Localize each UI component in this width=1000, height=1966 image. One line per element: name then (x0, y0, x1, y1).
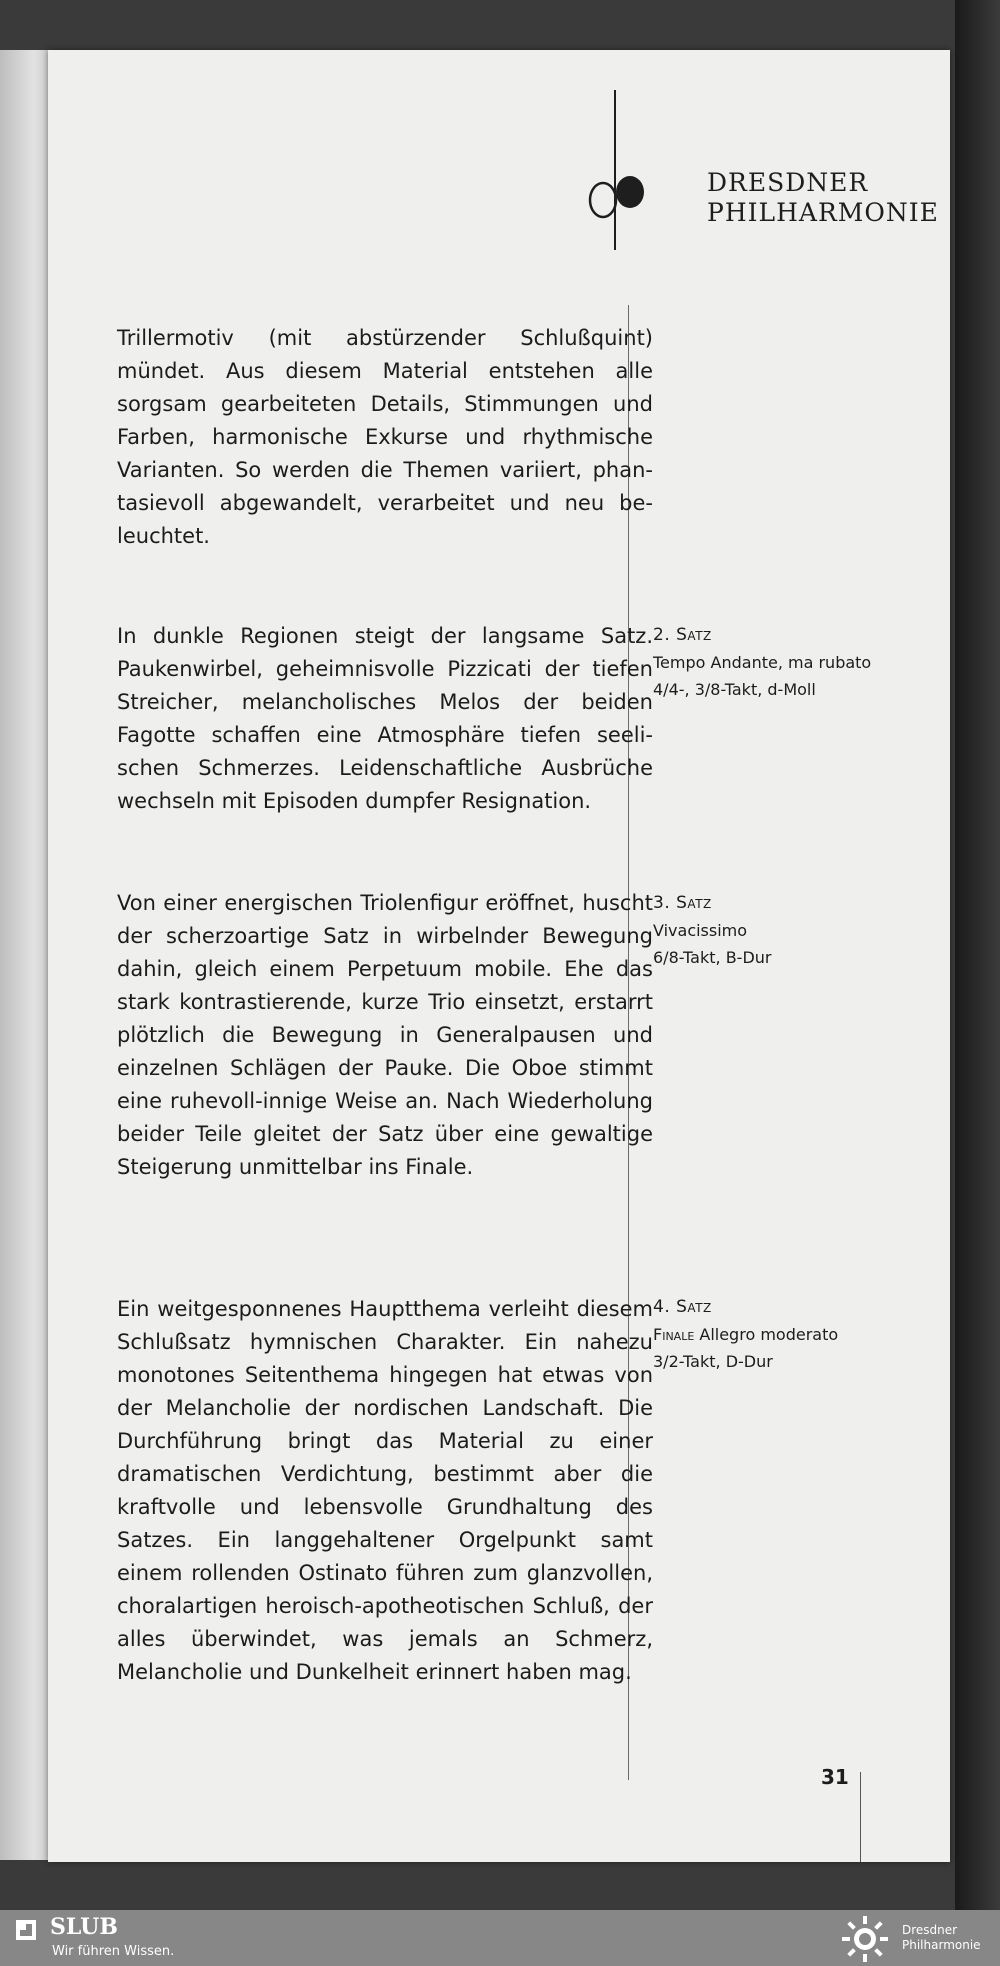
dresdner-philharmonie-logo (583, 90, 939, 250)
movement-title: 3. Satz (653, 893, 712, 913)
body-paragraph: In dunkle Regionen steigt der langsame Satz. Paukenwirbel, geheimnisvolle Pizzicati der tiefen Streicher, melancholisches Melos der beiden Fagotte schaffen eine Atmosphäre tiefen seelischen Schmerzes. Leidenschaftliche Ausbrüche wechseln mit Episoden dumpfer Resignation. (117, 624, 653, 813)
library-name: SLUB (50, 1914, 118, 1940)
philharmonie-dp-mark-icon (583, 90, 703, 250)
document-page (48, 50, 950, 1862)
movement-2-info (653, 622, 893, 703)
footer-banner (0, 1910, 1000, 1966)
movement-tempo: Vivacissimo (653, 921, 748, 940)
movement-meter: 6/8-Takt, B-Dur (653, 948, 772, 967)
movement-title: 2. Satz (653, 625, 712, 645)
logo-wordmark (707, 168, 939, 228)
partner-name: Dresdner Philharmonie (902, 1923, 981, 1952)
movement-3-info (653, 890, 893, 971)
library-tagline: Wir führen Wissen. (52, 1944, 175, 1959)
body-paragraph: Von einer energischen Triolenfigur eröffnet, huscht der scherzoartige Satz in wirbelnder Bewegung dahin, gleich einem Perpetuum mobile. Ehe das stark kontrastierende, kurze Trio einsetzt, erstarrt plötzlich die Bewegung in Generalpausen und einzelnen Schlägen der Pauke. Die Oboe stimmt eine ruhevoll-innige Weise an. Nach Wiederholung beider Teile gleitet der Satz über eine gewaltige Steigerung unmittelbar ins Finale. (117, 891, 653, 1179)
movement-finale-label: Finale (653, 1325, 695, 1344)
logo-line-1: DRESDNER (707, 168, 869, 197)
movement-meter: 4/4-, 3/8-Takt, d-Moll (653, 680, 816, 699)
body-paragraph: Trillermotiv (mit abstürzender Schlußquint) mündet. Aus diesem Material entstehen alle sorgsam gearbeiteten Details, Stimmungen und Farben, harmonische Exkurse und rhythmische Varianten. So werden die Themen variiert, phantasievoll abgewandelt, verarbeitet und neu beleuchtet. (117, 326, 653, 548)
movement-title: 4. Satz (653, 1297, 712, 1317)
movement-meter: 3/2-Takt, D-Dur (653, 1352, 773, 1371)
body-paragraph: Ein weitgesponnenes Hauptthema verleiht diesem Schlußsatz hymnischen Charakter. Ein nahezu monotones Seitenthema hingegen hat etwas von der Melancholie der nordischen Landschaft. Die Durchführung bringt das Material zu einer dramatischen Verdichtung, bestimmt aber die kraftvolle und lebensvolle Grundhaltung des Satzes. Ein langgehaltener Orgelpunkt samt einem rollenden Ostinato führen zum glanzvollen, choralartigen heroisch-apotheotischen Schluß, der alles überwindet, was jemals an Schmerz, Melancholie und Dunkelheit erinnert haben mag. (117, 1297, 653, 1684)
dresdner-philharmonie-sunburst-icon (840, 1914, 890, 1964)
movement-4-info (653, 1294, 893, 1375)
movement-tempo: Finale Allegro moderato (653, 1325, 839, 1344)
slub-logo-icon (14, 1918, 38, 1942)
page-number: 31 (821, 1765, 849, 1789)
left-page-edge (0, 50, 48, 1860)
movement-tempo: Tempo Andante, ma rubato (653, 653, 872, 672)
page-number-rule (860, 1772, 861, 1862)
right-book-edge (955, 0, 1000, 1910)
logo-line-2: PHILHARMONIE (707, 198, 939, 227)
